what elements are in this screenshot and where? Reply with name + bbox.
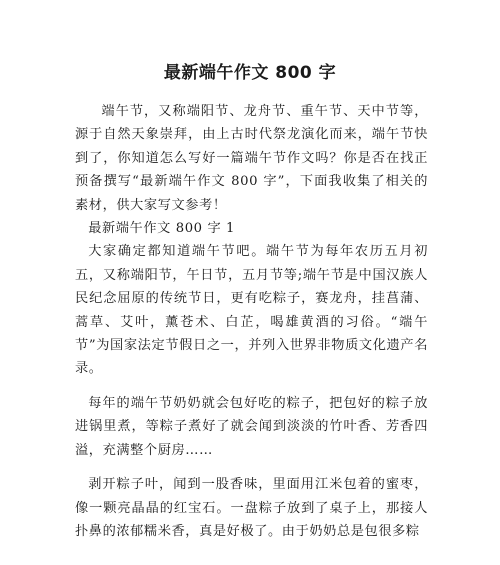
intro-paragraph: 端午节，又称端阳节、龙舟节、重午节、天中节等，源于自然天象崇拜，由上古时代祭龙演化而来，端午节快到了，你知道怎么写好一篇端午节作文吗？你是否在找正预备撰写“最新端午作文 800 字”，下面我收集了相关的素材，供大家写文参考！: [75, 104, 428, 213]
document-body: [75, 100, 428, 543]
body-paragraph-1: 大家确定都知道端午节吧。端午节为每年农历五月初五，又称端阳节，午日节，五月节等;端午节是中国汉族人民纪念屈原的传统节日，更有吃粽子，赛龙舟，挂菖蒲、蒿草、艾叶，薰苍术、白芷，喝雄黄酒的习俗。“端午节”为国家法定节假日之一，并列入世界非物质文化遗产名录。: [75, 244, 428, 377]
document-title: 最新端午作文 800 字: [163, 63, 337, 83]
body-paragraph-2: 每年的端午节奶奶就会包好吃的粽子，把包好的粽子放进锅里煮，等粽子煮好了就会闻到淡淡的竹叶香、芳香四溢，充满整个厨房……: [75, 395, 428, 458]
section-heading: 最新端午作文 800 字 1: [88, 221, 236, 237]
body-paragraph-3: 剥开粽子叶，闻到一股香味，里面用江米包着的蜜枣，像一颗亮晶晶的红宝石。一盘粽子放到了桌子上，那接人扑鼻的浓郁糯米香，真是好极了。由于奶奶总是包很多粽: [75, 477, 428, 539]
